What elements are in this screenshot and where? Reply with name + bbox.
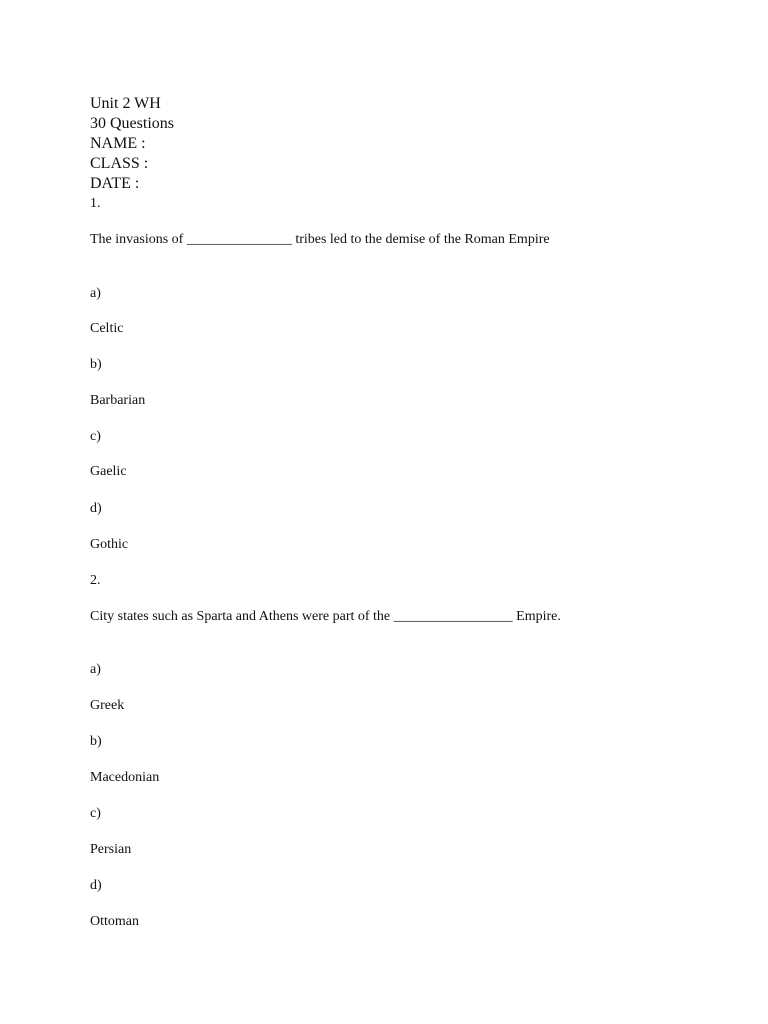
class-field-label: CLASS : [90, 155, 149, 172]
option-answer: Macedonian [90, 770, 160, 785]
option-answer: Barbarian [90, 393, 146, 408]
date-field-label: DATE : [90, 175, 140, 192]
question-number: 2. [90, 573, 101, 588]
question-text: City states such as Sparta and Athens were part of the _________________ Empire. [90, 609, 561, 624]
name-field-label: NAME : [90, 135, 146, 152]
option-letter: a) [90, 662, 101, 677]
option-letter: b) [90, 357, 102, 372]
option-answer: Persian [90, 842, 132, 857]
option-letter: b) [90, 734, 102, 749]
option-letter: d) [90, 501, 102, 516]
option-answer: Celtic [90, 321, 124, 336]
question-count: 30 Questions [90, 115, 174, 132]
option-letter: c) [90, 806, 101, 821]
option-answer: Ottoman [90, 914, 139, 929]
option-letter: c) [90, 429, 101, 444]
option-answer: Gothic [90, 537, 129, 552]
question-text: The invasions of _______________ tribes led to the demise of the Roman Empire [90, 232, 550, 247]
option-answer: Gaelic [90, 464, 127, 479]
option-letter: d) [90, 878, 102, 893]
worksheet-header [90, 94, 174, 194]
question-number: 1. [90, 196, 101, 211]
unit-title: Unit 2 WH [90, 95, 161, 112]
option-answer: Greek [90, 698, 125, 713]
option-letter: a) [90, 286, 101, 301]
